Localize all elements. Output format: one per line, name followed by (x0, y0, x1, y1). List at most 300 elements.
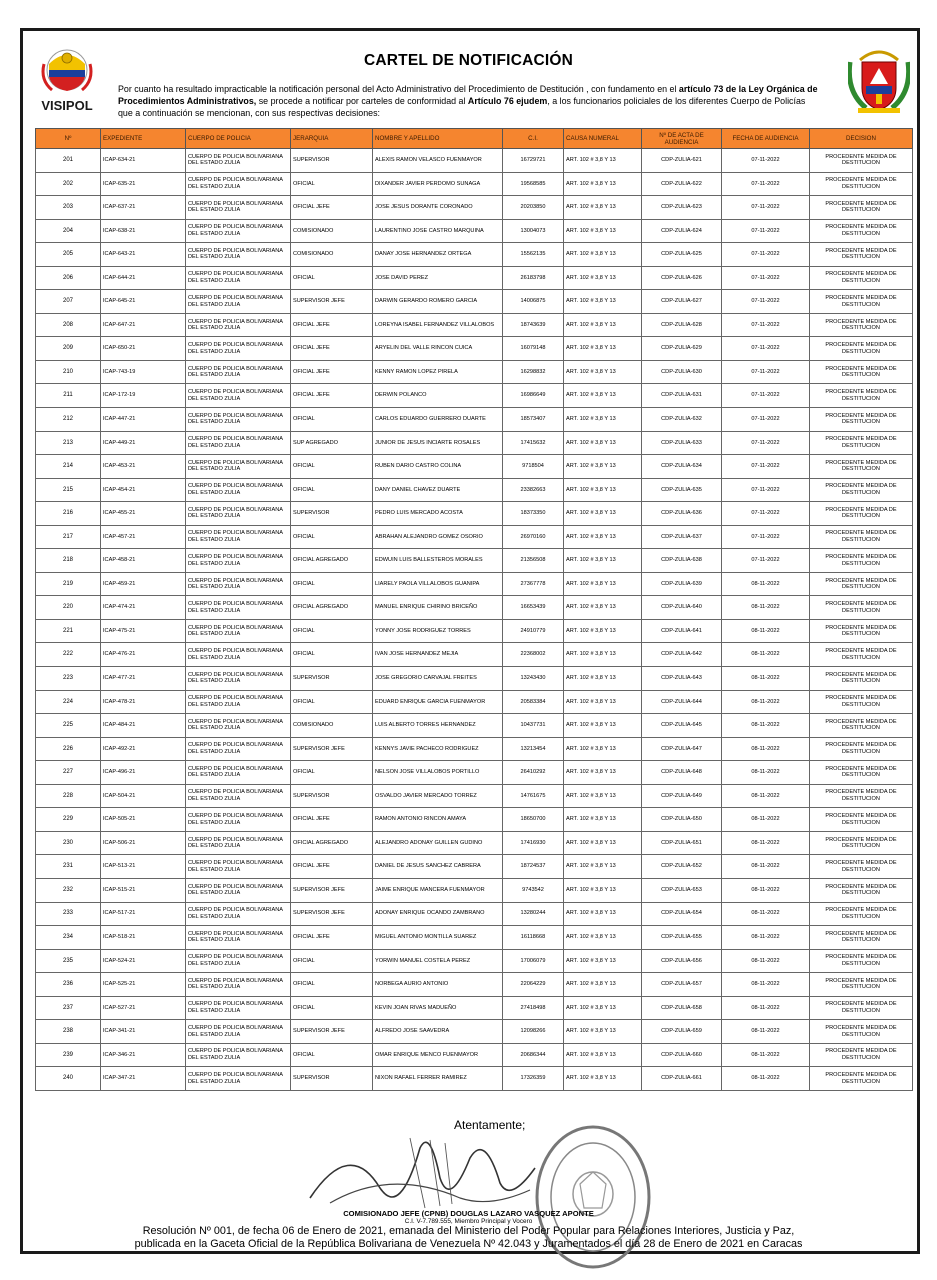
cell-acta: CDP-ZULIA-650 (642, 808, 722, 832)
cell-ci: 14006875 (503, 290, 564, 314)
cuerpo-line-1: CUERPO DE POLICIA BOLIVARIANA (188, 247, 284, 254)
intro-text-1: Por cuanto ha resultado impracticable la notificación personal del Acto Administrativo del Procedimiento de Destitución , con fundamento en el (118, 84, 679, 94)
cell-acta: CDP-ZULIA-647 (642, 737, 722, 761)
cuerpo-line-2: DEL ESTADO ZULIA (188, 631, 241, 638)
cell-fecha: 08-11-2022 (722, 737, 810, 761)
cell-number: 209 (36, 337, 101, 361)
cell-expediente: ICAP-484-21 (101, 714, 186, 738)
cell-nombre: PEDRO LUIS MERCADO ACOSTA (373, 502, 503, 526)
table-row (36, 243, 913, 267)
cell-number: 235 (36, 949, 101, 973)
table-row (36, 902, 913, 926)
cell-acta: CDP-ZULIA-632 (642, 408, 722, 432)
intro-bold-2: Artículo 76 ejudem (467, 96, 548, 107)
cell-jerarquia: SUP AGREGADO (291, 431, 373, 455)
cell-acta: CDP-ZULIA-633 (642, 431, 722, 455)
cell-expediente: ICAP-504-21 (101, 784, 186, 808)
table-row (36, 572, 913, 596)
cell-causa: ART. 102 # 3,8 Y 13 (564, 643, 642, 667)
notification-table (35, 128, 913, 1091)
cell-acta: CDP-ZULIA-661 (642, 1067, 722, 1091)
cell-fecha: 08-11-2022 (722, 808, 810, 832)
cell-nombre: DARWIN GERARDO ROMERO GARCIA (373, 290, 503, 314)
cell-number: 240 (36, 1067, 101, 1091)
cell-acta: CDP-ZULIA-644 (642, 690, 722, 714)
cell-fecha: 07-11-2022 (722, 196, 810, 220)
cuerpo-line-2: DEL ESTADO ZULIA (188, 230, 241, 237)
cuerpo-line-2: DEL ESTADO ZULIA (188, 984, 241, 991)
cell-nombre: JAIME ENRIQUE MANCERA FUENMAYOR (373, 878, 503, 902)
cuerpo-line-1: CUERPO DE POLICIA BOLIVARIANA (188, 389, 284, 396)
table-row (36, 149, 913, 173)
cell-jerarquia: SUPERVISOR JEFE (291, 878, 373, 902)
cell-fecha: 07-11-2022 (722, 149, 810, 173)
cell-number: 208 (36, 313, 101, 337)
cell-acta: CDP-ZULIA-637 (642, 525, 722, 549)
cell-nombre: NIXON RAFAEL FERRER RAMIREZ (373, 1067, 503, 1091)
cell-ci: 26970160 (503, 525, 564, 549)
cuerpo-line-2: DEL ESTADO ZULIA (188, 654, 241, 661)
cell-cuerpo (186, 572, 291, 596)
cell-fecha: 08-11-2022 (722, 572, 810, 596)
table-row (36, 761, 913, 785)
cell-jerarquia: OFICIAL (291, 996, 373, 1020)
cell-jerarquia: OFICIAL AGREGADO (291, 596, 373, 620)
cell-fecha: 07-11-2022 (722, 337, 810, 361)
cell-acta: CDP-ZULIA-639 (642, 572, 722, 596)
cuerpo-line-1: CUERPO DE POLICIA BOLIVARIANA (188, 1048, 284, 1055)
cell-causa: ART. 102 # 3,8 Y 13 (564, 313, 642, 337)
cuerpo-line-2: DEL ESTADO ZULIA (188, 325, 241, 332)
cell-cuerpo (186, 196, 291, 220)
cell-expediente: ICAP-650-21 (101, 337, 186, 361)
cell-acta: CDP-ZULIA-648 (642, 761, 722, 785)
table-header-row (36, 129, 913, 149)
cell-nombre: CARLOS EDUARDO GUERRERO DUARTE (373, 408, 503, 432)
cell-decision: PROCEDENTE MEDIDA DE DESTITUCION (810, 1020, 913, 1044)
cell-nombre: EDUARD ENRIQUE GARCIA FUENMAYOR (373, 690, 503, 714)
cell-decision: PROCEDENTE MEDIDA DE DESTITUCION (810, 243, 913, 267)
cell-decision: PROCEDENTE MEDIDA DE DESTITUCION (810, 1067, 913, 1091)
cell-decision: PROCEDENTE MEDIDA DE DESTITUCION (810, 549, 913, 573)
cell-cuerpo (186, 926, 291, 950)
cell-jerarquia: OFICIAL JEFE (291, 313, 373, 337)
cell-jerarquia: OFICIAL (291, 643, 373, 667)
cell-number: 202 (36, 172, 101, 196)
cuerpo-line-1: CUERPO DE POLICIA BOLIVARIANA (188, 530, 284, 537)
cell-acta: CDP-ZULIA-641 (642, 619, 722, 643)
table-row (36, 996, 913, 1020)
cell-number: 203 (36, 196, 101, 220)
table-row (36, 596, 913, 620)
cuerpo-line-2: DEL ESTADO ZULIA (188, 489, 241, 496)
cell-acta: CDP-ZULIA-635 (642, 478, 722, 502)
cuerpo-line-1: CUERPO DE POLICIA BOLIVARIANA (188, 1024, 284, 1031)
cell-fecha: 07-11-2022 (722, 478, 810, 502)
cuerpo-line-1: CUERPO DE POLICIA BOLIVARIANA (188, 907, 284, 914)
cell-expediente: ICAP-525-21 (101, 973, 186, 997)
cell-ci: 16729721 (503, 149, 564, 173)
cell-acta: CDP-ZULIA-624 (642, 219, 722, 243)
cell-number: 230 (36, 831, 101, 855)
cell-fecha: 07-11-2022 (722, 290, 810, 314)
cell-expediente: ICAP-457-21 (101, 525, 186, 549)
cell-number: 206 (36, 266, 101, 290)
cell-decision: PROCEDENTE MEDIDA DE DESTITUCION (810, 219, 913, 243)
cell-jerarquia: OFICIAL JEFE (291, 384, 373, 408)
cuerpo-line-1: CUERPO DE POLICIA BOLIVARIANA (188, 1072, 284, 1078)
cuerpo-line-2: DEL ESTADO ZULIA (188, 725, 241, 732)
cell-cuerpo (186, 337, 291, 361)
cell-expediente: ICAP-454-21 (101, 478, 186, 502)
table-row (36, 878, 913, 902)
cuerpo-line-2: DEL ESTADO ZULIA (188, 772, 241, 779)
cell-nombre: LUIS ALBERTO TORRES HERNANDEZ (373, 714, 503, 738)
cuerpo-line-1: CUERPO DE POLICIA BOLIVARIANA (188, 459, 284, 466)
cell-causa: ART. 102 # 3,8 Y 13 (564, 337, 642, 361)
cell-fecha: 07-11-2022 (722, 313, 810, 337)
cell-expediente: ICAP-459-21 (101, 572, 186, 596)
cell-cuerpo (186, 408, 291, 432)
cell-number: 224 (36, 690, 101, 714)
cuerpo-line-1: CUERPO DE POLICIA BOLIVARIANA (188, 294, 284, 301)
cell-causa: ART. 102 # 3,8 Y 13 (564, 431, 642, 455)
cuerpo-line-1: CUERPO DE POLICIA BOLIVARIANA (188, 601, 284, 608)
cell-decision: PROCEDENTE MEDIDA DE DESTITUCION (810, 714, 913, 738)
cell-nombre: KENNY RAMON LOPEZ PIRELA (373, 360, 503, 384)
cell-jerarquia: OFICIAL (291, 761, 373, 785)
cell-decision: PROCEDENTE MEDIDA DE DESTITUCION (810, 455, 913, 479)
cell-number: 201 (36, 149, 101, 173)
table-row (36, 502, 913, 526)
table-row (36, 1043, 913, 1067)
cuerpo-line-2: DEL ESTADO ZULIA (188, 1055, 241, 1062)
cell-fecha: 07-11-2022 (722, 219, 810, 243)
cell-causa: ART. 102 # 3,8 Y 13 (564, 737, 642, 761)
cell-fecha: 08-11-2022 (722, 831, 810, 855)
cuerpo-line-2: DEL ESTADO ZULIA (188, 207, 241, 214)
cell-ci: 23382663 (503, 478, 564, 502)
cuerpo-line-2: DEL ESTADO ZULIA (188, 819, 241, 826)
cell-number: 207 (36, 290, 101, 314)
cell-cuerpo (186, 667, 291, 691)
cell-cuerpo (186, 455, 291, 479)
cell-acta: CDP-ZULIA-627 (642, 290, 722, 314)
cell-fecha: 08-11-2022 (722, 643, 810, 667)
cell-acta: CDP-ZULIA-621 (642, 149, 722, 173)
cell-cuerpo (186, 360, 291, 384)
cuerpo-line-2: DEL ESTADO ZULIA (188, 937, 241, 944)
cell-ci: 14761675 (503, 784, 564, 808)
cell-cuerpo (186, 949, 291, 973)
cell-causa: ART. 102 # 3,8 Y 13 (564, 172, 642, 196)
cell-ci: 13004073 (503, 219, 564, 243)
cell-number: 217 (36, 525, 101, 549)
cell-causa: ART. 102 # 3,8 Y 13 (564, 667, 642, 691)
cell-ci: 18724537 (503, 855, 564, 879)
cell-fecha: 08-11-2022 (722, 784, 810, 808)
cell-ci: 17326359 (503, 1067, 564, 1091)
cuerpo-line-1: CUERPO DE POLICIA BOLIVARIANA (188, 318, 284, 325)
cell-decision: PROCEDENTE MEDIDA DE DESTITUCION (810, 408, 913, 432)
cuerpo-line-1: CUERPO DE POLICIA BOLIVARIANA (188, 789, 284, 796)
cell-ci: 22368002 (503, 643, 564, 667)
cell-number: 231 (36, 855, 101, 879)
cell-acta: CDP-ZULIA-630 (642, 360, 722, 384)
column-header: C.I. (503, 129, 564, 149)
cell-expediente: ICAP-506-21 (101, 831, 186, 855)
cell-fecha: 08-11-2022 (722, 667, 810, 691)
cell-causa: ART. 102 # 3,8 Y 13 (564, 243, 642, 267)
cell-ci: 17006079 (503, 949, 564, 973)
cell-jerarquia: SUPERVISOR (291, 502, 373, 526)
cell-expediente: ICAP-492-21 (101, 737, 186, 761)
cell-causa: ART. 102 # 3,8 Y 13 (564, 149, 642, 173)
table-row (36, 290, 913, 314)
table-row (36, 808, 913, 832)
cell-number: 222 (36, 643, 101, 667)
cell-acta: CDP-ZULIA-626 (642, 266, 722, 290)
cell-ci: 19568585 (503, 172, 564, 196)
cell-expediente: ICAP-518-21 (101, 926, 186, 950)
table-row (36, 1067, 913, 1091)
cell-jerarquia: OFICIAL JEFE (291, 360, 373, 384)
cell-number: 237 (36, 996, 101, 1020)
cell-expediente: ICAP-172-19 (101, 384, 186, 408)
cell-causa: ART. 102 # 3,8 Y 13 (564, 619, 642, 643)
cell-cuerpo (186, 313, 291, 337)
cuerpo-line-1: CUERPO DE POLICIA BOLIVARIANA (188, 271, 284, 278)
cell-fecha: 07-11-2022 (722, 266, 810, 290)
cuerpo-line-1: CUERPO DE POLICIA BOLIVARIANA (188, 718, 284, 725)
cell-ci: 9743542 (503, 878, 564, 902)
cell-decision: PROCEDENTE MEDIDA DE DESTITUCION (810, 596, 913, 620)
cell-causa: ART. 102 # 3,8 Y 13 (564, 1020, 642, 1044)
cell-causa: ART. 102 # 3,8 Y 13 (564, 596, 642, 620)
cuerpo-line-1: CUERPO DE POLICIA BOLIVARIANA (188, 695, 284, 702)
table-row (36, 643, 913, 667)
resolution-line-1: Resolución Nº 001, de fecha 06 de Enero de 2021, emanada del Ministerio del Poder Popular para Relaciones Interiores, Justicia y Paz, (142, 1225, 795, 1237)
closing-text: Atentamente; (454, 1118, 526, 1132)
cell-causa: ART. 102 # 3,8 Y 13 (564, 384, 642, 408)
cell-nombre: KENNYS JAVIE PACHECO RODRIGUEZ (373, 737, 503, 761)
cell-nombre: ALEJANDRO ADONAY GUILLEN GUDINO (373, 831, 503, 855)
cell-expediente: ICAP-496-21 (101, 761, 186, 785)
cell-acta: CDP-ZULIA-625 (642, 243, 722, 267)
cuerpo-line-2: DEL ESTADO ZULIA (188, 442, 241, 449)
cuerpo-line-2: DEL ESTADO ZULIA (188, 1007, 241, 1014)
cell-nombre: IVAN JOSE HERNANDEZ MEJIA (373, 643, 503, 667)
intro-text-2: se procede a notificar por carteles de conformidad al (256, 96, 468, 107)
cell-jerarquia: SUPERVISOR (291, 1067, 373, 1091)
cell-jerarquia: OFICIAL (291, 455, 373, 479)
cuerpo-line-1: CUERPO DE POLICIA BOLIVARIANA (188, 342, 284, 349)
cell-number: 228 (36, 784, 101, 808)
cell-number: 220 (36, 596, 101, 620)
column-header: NOMBRE Y APELLIDO (373, 129, 503, 149)
cell-causa: ART. 102 # 3,8 Y 13 (564, 855, 642, 879)
cell-decision: PROCEDENTE MEDIDA DE DESTITUCION (810, 384, 913, 408)
cell-nombre: YORWIN MANUEL COSTELA PEREZ (373, 949, 503, 973)
cuerpo-line-2: DEL ESTADO ZULIA (188, 1078, 241, 1085)
cell-nombre: DERWIN POLANCO (373, 384, 503, 408)
document-title: CARTEL DE NOTIFICACIÓN (363, 52, 574, 69)
cell-expediente: ICAP-643-21 (101, 243, 186, 267)
cell-decision: PROCEDENTE MEDIDA DE DESTITUCION (810, 667, 913, 691)
cuerpo-line-1: CUERPO DE POLICIA BOLIVARIANA (188, 836, 284, 843)
cell-expediente: ICAP-527-21 (101, 996, 186, 1020)
cuerpo-line-2: DEL ESTADO ZULIA (188, 301, 241, 308)
cell-ci: 13213454 (503, 737, 564, 761)
table-row (36, 926, 913, 950)
cell-nombre: ALFREDO JOSE SAAVEDRA (373, 1020, 503, 1044)
cell-nombre: JOSE JESUS DORANTE CORONADO (373, 196, 503, 220)
cell-acta: CDP-ZULIA-629 (642, 337, 722, 361)
table-row (36, 525, 913, 549)
cell-expediente: ICAP-447-21 (101, 408, 186, 432)
cell-expediente: ICAP-743-19 (101, 360, 186, 384)
cuerpo-line-1: CUERPO DE POLICIA BOLIVARIANA (188, 224, 284, 231)
table-row (36, 431, 913, 455)
cuerpo-line-2: DEL ESTADO ZULIA (188, 843, 241, 850)
cuerpo-line-1: CUERPO DE POLICIA BOLIVARIANA (188, 200, 284, 207)
cell-cuerpo (186, 902, 291, 926)
cell-causa: ART. 102 # 3,8 Y 13 (564, 572, 642, 596)
cell-jerarquia: SUPERVISOR JEFE (291, 1020, 373, 1044)
cell-ci: 20203850 (503, 196, 564, 220)
cell-decision: PROCEDENTE MEDIDA DE DESTITUCION (810, 337, 913, 361)
cuerpo-line-1: CUERPO DE POLICIA BOLIVARIANA (188, 954, 284, 961)
cell-acta: CDP-ZULIA-659 (642, 1020, 722, 1044)
cell-jerarquia: COMISIONADO (291, 243, 373, 267)
table-row (36, 478, 913, 502)
cuerpo-line-2: DEL ESTADO ZULIA (188, 678, 241, 685)
cell-number: 233 (36, 902, 101, 926)
cell-nombre: KEVIN JOAN RIVAS MADUEÑO (373, 996, 503, 1020)
cell-expediente: ICAP-513-21 (101, 855, 186, 879)
cell-nombre: ADONAY ENRIQUE OCANDO ZAMBRANO (373, 902, 503, 926)
cell-ci: 21356508 (503, 549, 564, 573)
cell-expediente: ICAP-477-21 (101, 667, 186, 691)
cell-cuerpo (186, 737, 291, 761)
cuerpo-line-1: CUERPO DE POLICIA BOLIVARIANA (188, 883, 284, 890)
cuerpo-line-1: CUERPO DE POLICIA BOLIVARIANA (188, 860, 284, 867)
cell-number: 216 (36, 502, 101, 526)
cell-ci: 16118668 (503, 926, 564, 950)
cell-fecha: 07-11-2022 (722, 455, 810, 479)
cell-jerarquia: OFICIAL (291, 172, 373, 196)
cell-nombre: ABRAHAN ALEJANDRO GOMEZ OSORIO (373, 525, 503, 549)
cell-expediente: ICAP-474-21 (101, 596, 186, 620)
cuerpo-line-1: CUERPO DE POLICIA BOLIVARIANA (188, 671, 284, 678)
cell-ci: 13243430 (503, 667, 564, 691)
cell-cuerpo (186, 431, 291, 455)
cell-expediente: ICAP-346-21 (101, 1043, 186, 1067)
table-row (36, 549, 913, 573)
cell-causa: ART. 102 # 3,8 Y 13 (564, 761, 642, 785)
cell-number: 219 (36, 572, 101, 596)
cell-acta: CDP-ZULIA-631 (642, 384, 722, 408)
cell-expediente: ICAP-635-21 (101, 172, 186, 196)
cell-causa: ART. 102 # 3,8 Y 13 (564, 219, 642, 243)
table-row (36, 619, 913, 643)
cell-jerarquia: SUPERVISOR (291, 149, 373, 173)
cell-decision: PROCEDENTE MEDIDA DE DESTITUCION (810, 266, 913, 290)
cell-ci: 16079148 (503, 337, 564, 361)
cell-nombre: OSVALDO JAVIER MERCADO TORREZ (373, 784, 503, 808)
cell-expediente: ICAP-634-21 (101, 149, 186, 173)
cell-decision: PROCEDENTE MEDIDA DE DESTITUCION (810, 784, 913, 808)
cell-jerarquia: OFICIAL AGREGADO (291, 831, 373, 855)
cell-number: 226 (36, 737, 101, 761)
cell-jerarquia: OFICIAL (291, 478, 373, 502)
cell-fecha: 07-11-2022 (722, 243, 810, 267)
cell-ci: 17415632 (503, 431, 564, 455)
cell-jerarquia: OFICIAL (291, 525, 373, 549)
cell-jerarquia: OFICIAL JEFE (291, 926, 373, 950)
cell-jerarquia: OFICIAL JEFE (291, 855, 373, 879)
cell-decision: PROCEDENTE MEDIDA DE DESTITUCION (810, 619, 913, 643)
cell-jerarquia: OFICIAL JEFE (291, 337, 373, 361)
cell-jerarquia: OFICIAL (291, 949, 373, 973)
cell-nombre: YONNY JOSE RODRIGUEZ TORRES (373, 619, 503, 643)
cell-fecha: 08-11-2022 (722, 926, 810, 950)
table-row (36, 360, 913, 384)
column-header: Nº (36, 129, 101, 149)
cell-decision: PROCEDENTE MEDIDA DE DESTITUCION (810, 902, 913, 926)
cell-cuerpo (186, 172, 291, 196)
table-row (36, 784, 913, 808)
cell-acta: CDP-ZULIA-651 (642, 831, 722, 855)
cell-decision: PROCEDENTE MEDIDA DE DESTITUCION (810, 313, 913, 337)
cell-number: 210 (36, 360, 101, 384)
cell-jerarquia: OFICIAL AGREGADO (291, 549, 373, 573)
cell-causa: ART. 102 # 3,8 Y 13 (564, 996, 642, 1020)
cell-decision: PROCEDENTE MEDIDA DE DESTITUCION (810, 996, 913, 1020)
cell-cuerpo (186, 690, 291, 714)
cell-acta: CDP-ZULIA-636 (642, 502, 722, 526)
cell-nombre: NORBEGA AURIO ANTONIO (373, 973, 503, 997)
column-header: EXPEDIENTE (101, 129, 186, 149)
table-row (36, 831, 913, 855)
cell-fecha: 08-11-2022 (722, 690, 810, 714)
cell-nombre: MIGUEL ANTONIO MONTILLA SUAREZ (373, 926, 503, 950)
cell-nombre: RUBEN DARIO CASTRO COLINA (373, 455, 503, 479)
cell-decision: PROCEDENTE MEDIDA DE DESTITUCION (810, 525, 913, 549)
cell-ci: 18573407 (503, 408, 564, 432)
table-row (36, 408, 913, 432)
cell-cuerpo (186, 1067, 291, 1091)
cell-number: 215 (36, 478, 101, 502)
table-row (36, 855, 913, 879)
cell-causa: ART. 102 # 3,8 Y 13 (564, 878, 642, 902)
cuerpo-line-2: DEL ESTADO ZULIA (188, 866, 241, 873)
cell-expediente: ICAP-644-21 (101, 266, 186, 290)
cell-causa: ART. 102 # 3,8 Y 13 (564, 290, 642, 314)
table-row (36, 172, 913, 196)
cell-causa: ART. 102 # 3,8 Y 13 (564, 1067, 642, 1091)
cell-acta: CDP-ZULIA-622 (642, 172, 722, 196)
resolution-line-2: publicada en la Gaceta Oficial de la República Bolivariana de Venezuela Nº 42.043 y Juramentados el día 28 de Enero de 2021 en Caracas (134, 1238, 803, 1250)
cell-decision: PROCEDENTE MEDIDA DE DESTITUCION (810, 761, 913, 785)
cell-nombre: DANAY JOSE HERNANDEZ ORTEGA (373, 243, 503, 267)
cell-acta: CDP-ZULIA-652 (642, 855, 722, 879)
cell-cuerpo (186, 290, 291, 314)
cell-cuerpo (186, 549, 291, 573)
table-row (36, 690, 913, 714)
cell-decision: PROCEDENTE MEDIDA DE DESTITUCION (810, 973, 913, 997)
table-row (36, 1020, 913, 1044)
